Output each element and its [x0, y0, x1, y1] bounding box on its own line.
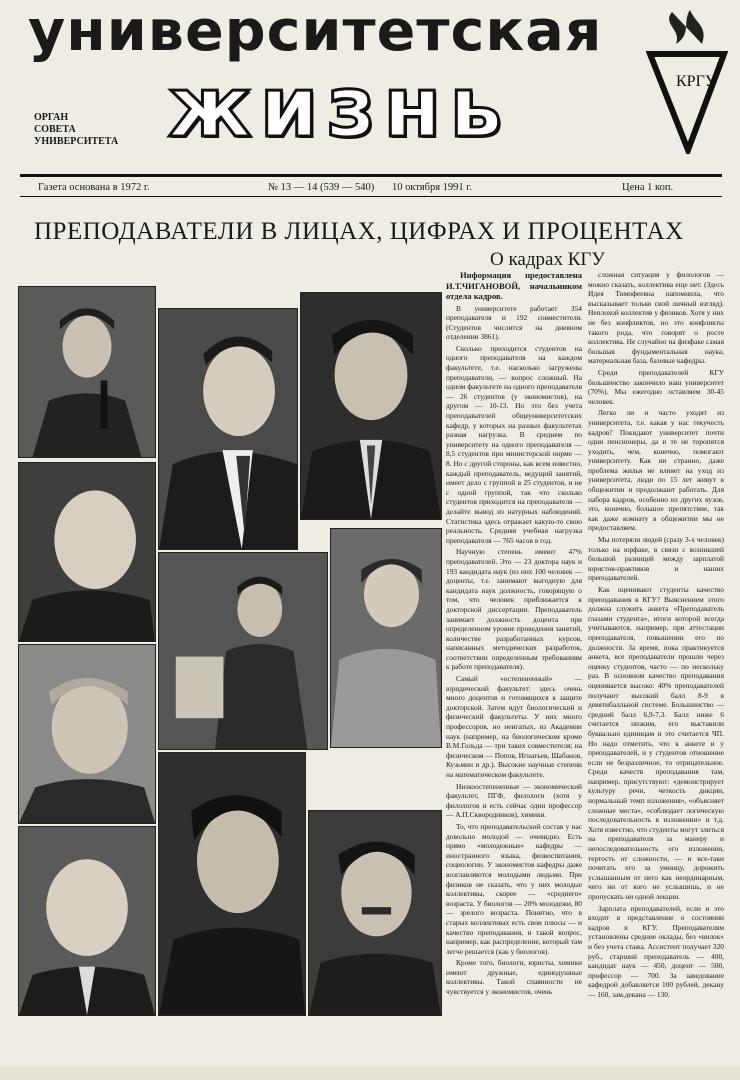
article-paragraph: сложная ситуация у филологов — можно сказать, коллектива еще нет. (Здесь Идея Тимофеевна напомнила, что высказывает только свой личный взгляд). Неплохой коллектив у физиков. Хотя у них не без конфликтов, но это конфликты такого рода, что говорят о росте коллектива. Не случайно на физфаке самая большая фундаментальная наука, материальная база, базовые кафедры.	[588, 270, 724, 366]
issue-number: № 13 — 14 (539 — 540)	[268, 182, 375, 193]
photo-man-mustache-bottom-right	[308, 810, 442, 1016]
price-text: Цена 1 коп.	[622, 182, 674, 193]
photo-man-young-right	[300, 292, 442, 520]
university-logo	[642, 4, 732, 154]
issue-date: 10 октября 1991 г.	[392, 182, 473, 193]
article-paragraph: Научную степень имеют 47% преподавателей. Это — 23 доктора наук и 193 кандидата наук (из них 100 человек — доценты, т.е. занимают выгодную для кандидата наук должность, говорящую о том, что человек приближается к докторской диссертации. Преподаватель занимает должность доцента при определенном уровне проведения занятий, количестве разработанных курсов, написанных методических разработок, соответствии определенным требованиям к работе преподавателя).	[446, 547, 582, 672]
photo-man-hair-bottom-center	[158, 752, 306, 1016]
article-paragraph: Низкоостепененные — экономический факультет, ПГФ, филологи (хотя у филологов и есть сейчас один профессор — А.П.Сквородников), химики.	[446, 781, 582, 820]
article-lead: Информация предоставлена И.Т.ЧИГАНОВОЙ, начальником отдела кадров.	[446, 270, 582, 301]
article-paragraph: Самый «остепененный» — юридический факультет: здесь очень много доцентов и готовящихся к защите докторской. Затем идут биологический и физический факультеты. У них много профессоров, но неигатых, из Академии наук (например, на биологическом кроме В.М.Гольда — три таких совместителя; на физическом — Попов, Игнатьев, Шабанов, Кузьмин и др.). Высокие научные степени на математическом факультете.	[446, 674, 582, 779]
photo-woman-right	[330, 528, 442, 748]
masthead-title-line2: жизнь	[168, 58, 511, 156]
photo-bald-man-bottom-left	[18, 826, 156, 1016]
founded-text: Газета основана в 1972 г.	[38, 182, 150, 193]
article-column-middle	[446, 270, 582, 1066]
photo-man-microphone	[18, 286, 156, 458]
organ-line: СОВЕТА	[34, 124, 76, 135]
page-bottom-edge	[0, 1066, 740, 1080]
article-paragraph: То, что преподавательский состав у нас довольно молодой — очевидно. Есть прямо «молодежные» кафедры — иностранного языка, физвоспитания, социологии. У экономистов кафедры даже возглавляются молодыми людьми. При физиков не сказать, что у них молодые коллективы, скорее — «среднего» возраста. У биологов — 20% молодежи, 80 — зрелого возраста. Понятно, что в старых коллективах есть свои плюсы — и качество преподавания, и такой вопрос, например, как распределение, который там легче решается (как у биологов).	[446, 821, 582, 956]
torch-logo-icon	[642, 4, 732, 154]
article-paragraph: Мы потеряли людей (сразу 3-х человек) только на юрфаке, в связи с возникшей большой разницей между зарплатой юристов-практиков и наших преподавателей.	[588, 535, 724, 583]
photo-man-suit-center	[158, 308, 298, 550]
rule-bottom	[20, 196, 722, 197]
article-paragraph: Как оценивают студенты качество преподавания в КГУ? Выяснением этого должна служить анкета «Преподаватель глазами студента», итоги которой всегда учитываются, например, при аттестации преподавателя, повышении его по должности. За время, пока практикуется анкета, все преподаватели прошли через оценку студентов, часто — по нескольку раз. В основном качество преподавания оценивается высоко: 40% преподавателей получают высокий балл 8-9 в девятибалльной системе. Большинство — средний балл 6,9-7,3. Балл ниже 6 считается низким, его выставили буквально единицам и это считается ЧП. Но надо отметить, что к анкете и у преподавателей, и у студентов отношение если не безразличное, то отрицательное. Среди качеств преподавания там, например, присутствуют: «демонстрирует культуру речи, четкость дикции, нормальный темп изложения», «объясняет сложные места», «соблюдает логическую последовательность в изложении» и т.д. Хотя известно, что студенты могут злиться на преподавателя за манеру и непоследовательность его изложения, тертость от сложности, — и все-таки почитать его за умницу, дорожить услышанным от него как неординарным, чего ни от кого не услышишь, и не пропускать ни одной лекции.	[588, 585, 724, 901]
article-paragraph: Сколько приходится студентов на одного преподавателя на каждом факультете, т.е. насколько загружены преподаватели, — вопрос сложный. На одном факультете на одного преподавателя — 26 студентов (у экономистов), на другом — 10-13. Но это без учета преподавателей общеуниверситетских кафедр, у которых на разных факультетах разная нагрузка. В среднем по университету на одного преподавателя — 8,5 студентов при министерской норме — 8. Но с другой стороны, как всем известно, каждый преподаватель, ведущий занятий, имеет дело с группой в 25 студентов, и не с одной группой, так что сколько студентов приходится на преподавателя — делайте вывод из натурных наблюдений. Статистика здесь отражает какую-то свою реальность. Средняя учебная нагрузка преподавателя — 765 часов в год.	[446, 343, 582, 545]
article-paragraph: Среди преподавателей КГУ большинство закончило наш университет (70%). Мы ежегодно оставляем 30-45 человек.	[588, 367, 724, 406]
article-paragraph: Легко ли и часто уходят из университета, т.е. какая у нас текучесть кадров? Покидают университет почти одни пенсионеры, да и те не торопятся уходить, чем, конечно, помогают университету. Как ни странно, даже проблема жилья не влияет на уход из университета, люди по 15 лет живут в общежитии и продолжают работать. Для набора кадров, особенно из других вузов, это, конечно, большое препятствие, так как даже комнату в общежитии мы не предоставляем.	[588, 408, 724, 533]
photo-man-papers	[158, 552, 328, 750]
article-headline: ПРЕПОДАВАТЕЛИ В ЛИЦАХ, ЦИФРАХ И ПРОЦЕНТАХ	[34, 218, 684, 245]
article-paragraph: Зарплата преподавателей, если и это входит в представление о состоянии кадров в КГУ. Преподавателям установлены средние оклады, без «вилок» и без учета стажа. Ассистент получает 320 руб., старший преподаватель — 400, кандидат наук — 450, доцент — 500, профессор — 700. За заведование кафедрой добавляется 100 рублей, декану — 160, зам.декана — 130.	[588, 903, 724, 999]
organ-line: УНИВЕРСИТЕТА	[34, 136, 119, 147]
rule-top	[20, 174, 722, 177]
article-column-right	[588, 270, 724, 1066]
photo-elder-man-left	[18, 644, 156, 824]
article-paragraph: Кроме того, биологи, юристы, химики имеют дружные, единодушные коллективы. Такой спаянности не чувствуется у экономистов, очень	[446, 958, 582, 997]
masthead-organ	[34, 112, 118, 148]
article-subheadline: О кадрах КГУ	[490, 249, 605, 270]
article-paragraph: В университете работает 354 преподавателя и 192 совместителя. (Студентов числится на дневном отделении 3861).	[446, 303, 582, 342]
organ-line: ОРГАН	[34, 112, 69, 123]
photo-bald-man-left	[18, 462, 156, 642]
logo-text: КРГУ	[676, 73, 717, 90]
masthead-title-line1: университетская	[28, 0, 603, 64]
